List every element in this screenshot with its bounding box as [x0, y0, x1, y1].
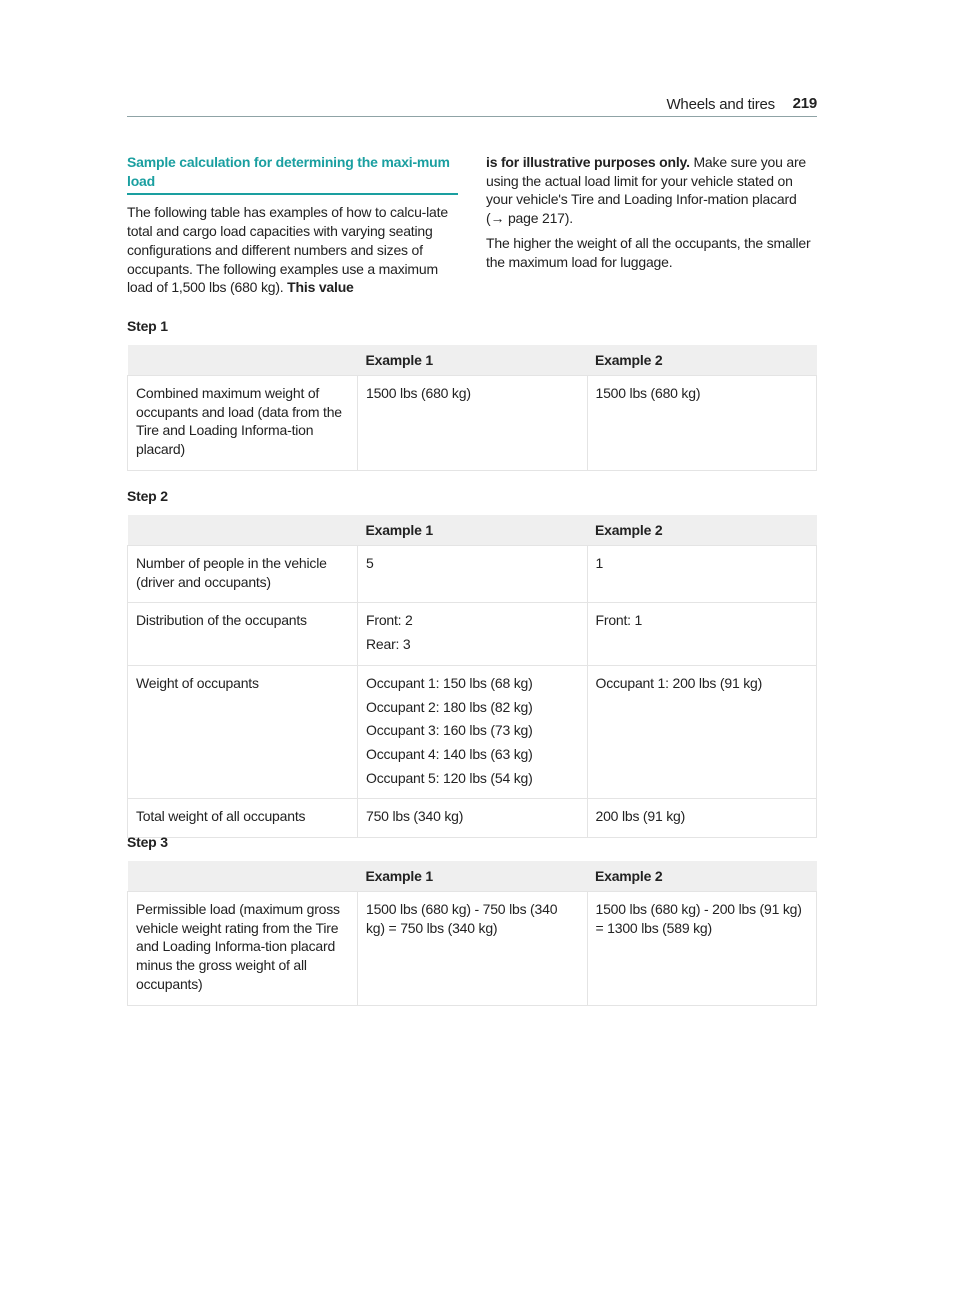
row-label [128, 376, 358, 471]
cell-line: Occupant 4: 140 lbs (63 kg) [366, 745, 533, 762]
row-label [128, 546, 358, 603]
table-row [128, 799, 817, 838]
intro-bold: This value [287, 279, 354, 296]
cell-line: 1500 lbs (680 kg) [595, 385, 701, 401]
section-title: Wheels and tires [666, 96, 775, 113]
row-label [128, 603, 358, 665]
table-header-row [128, 515, 817, 546]
page-header [127, 94, 817, 117]
table-row [128, 603, 817, 665]
intro-text-2: Make sure you are using the actual load limit for your vehicle stated on your vehicle's Tire and Loading Infor-mation placard (→ page 217). [486, 154, 807, 227]
cell-line: Front: 2 [366, 612, 413, 629]
cell-line: 1500 lbs (680 kg) - 750 lbs (340 kg) = 750 lbs (340 kg) [366, 901, 558, 936]
table-cell [358, 603, 588, 665]
table-header-row [128, 861, 817, 892]
step-1-table [127, 345, 817, 471]
column-header: Example 1 [358, 861, 588, 892]
table-cell [358, 546, 588, 603]
step-1-label: Step 1 [127, 318, 168, 334]
cell-line: 200 lbs (91 kg) [595, 808, 686, 825]
cell-line: 5 [366, 555, 374, 571]
table-cell [358, 665, 588, 799]
intro-continued [486, 153, 817, 228]
column-header: Example 2 [587, 861, 817, 892]
intro-text: The following table has examples of how to calcu-late total and cargo load capacities with varying seating configurations and different numbers and sizes of occupants. The following examples use a maximum load of 1,500 lbs (680 kg). [127, 204, 448, 296]
step-3-label: Step 3 [127, 834, 168, 850]
row-label [128, 892, 358, 1006]
table-cell [587, 892, 817, 1006]
table-cell [587, 603, 817, 665]
table-cell [587, 799, 817, 838]
table-cell [358, 892, 588, 1006]
table-cell [358, 799, 588, 838]
column-header: Example 2 [587, 515, 817, 546]
cell-line: 750 lbs (340 kg) [366, 808, 464, 825]
step-3-table [127, 861, 817, 1006]
cell-line: Distribution of the occupants [136, 612, 307, 629]
cell-line: Occupant 2: 180 lbs (82 kg) [366, 698, 533, 715]
cell-line: 1500 lbs (680 kg) - 200 lbs (91 kg) = 1300 lbs (589 kg) [595, 901, 802, 936]
cell-line: Front: 1 [595, 612, 643, 629]
table-cell [587, 376, 817, 471]
cell-line: Occupant 5: 120 lbs (54 kg) [366, 769, 533, 786]
column-header: Example 1 [358, 345, 588, 376]
cell-line: Occupant 1: 200 lbs (91 kg) [595, 674, 763, 691]
table-cell [587, 665, 817, 799]
column-header [128, 345, 358, 376]
cell-line: Combined maximum weight of occupants and load (data from the Tire and Loading Informa-tion placard) [136, 385, 342, 458]
table-row [128, 665, 817, 799]
column-header [128, 515, 358, 546]
step-2-table [127, 515, 817, 838]
cell-line: 1500 lbs (680 kg) [366, 385, 471, 401]
cell-line: Occupant 1: 150 lbs (68 kg) [366, 674, 533, 691]
cell-line: Number of people in the vehicle (driver and occupants) [136, 555, 327, 590]
page-number: 219 [792, 95, 817, 112]
cell-line: Occupant 3: 160 lbs (73 kg) [366, 722, 533, 739]
table-cell [358, 376, 588, 471]
left-column [127, 153, 458, 303]
table-row [128, 546, 817, 603]
cell-line: Total weight of all occupants [136, 808, 306, 825]
right-column [486, 153, 817, 277]
table-row [128, 376, 817, 471]
column-header [128, 861, 358, 892]
cell-line: Rear: 3 [366, 636, 411, 653]
cell-line: 1 [595, 555, 604, 571]
table-cell [587, 546, 817, 603]
intro-paragraph [127, 203, 458, 297]
table-row [128, 892, 817, 1006]
step-2-label: Step 2 [127, 488, 168, 504]
cell-line: Permissible load (maximum gross vehicle weight rating from the Tire and Loading Informa-tion placard minus the gross weight of all occupants) [136, 901, 340, 992]
column-header: Example 2 [587, 345, 817, 376]
weight-note: The higher the weight of all the occupants, the smaller the maximum load for luggage. [486, 234, 811, 270]
intro-bold-2: is for illustrative purposes only. [486, 154, 690, 170]
column-header: Example 1 [358, 515, 588, 546]
row-label [128, 665, 358, 799]
table-header-row [128, 345, 817, 376]
row-label [128, 799, 358, 838]
section-heading: Sample calculation for determining the maxi-mum load [127, 153, 458, 195]
cell-line: Weight of occupants [136, 674, 259, 691]
